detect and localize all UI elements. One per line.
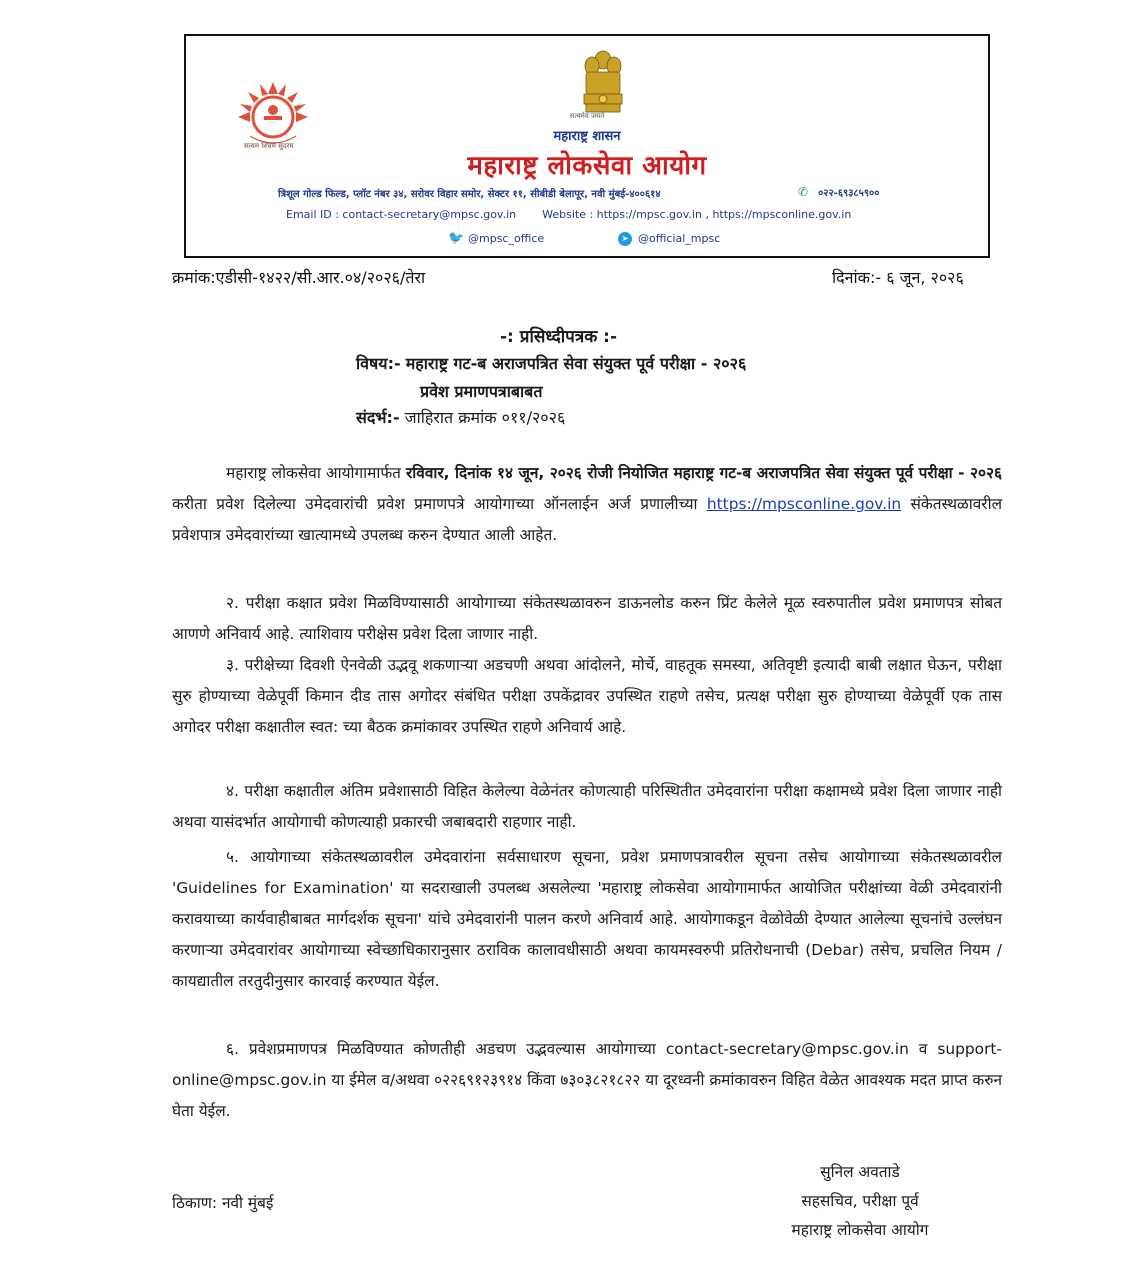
- subject-line: [356, 352, 746, 374]
- signature-block: [760, 1158, 960, 1245]
- paragraph-1: [172, 458, 1002, 551]
- subject-label: विषय:-: [356, 354, 401, 373]
- subject-text: महाराष्ट्र गट-ब अराजपत्रित सेवा संयुक्त पूर्व परीक्षा - २०२६: [405, 354, 747, 373]
- office-address: त्रिशूल गोल्ड फिल्ड, प्लॉट नंबर ३४, सरोवर विहार समोर, सेक्टर ११, सीबीडी बेलापूर, नवी मुंबई-४००६१४: [278, 189, 661, 200]
- signatory-org: महाराष्ट्र लोकसेवा आयोग: [791, 1221, 929, 1239]
- mpsconline-link[interactable]: https://mpsconline.gov.in: [706, 495, 902, 513]
- signatory-name: सुनिल अवताडे: [820, 1163, 900, 1181]
- twitter-label: @mpsc_office: [468, 232, 545, 245]
- seal-caption: सत्यम शिवम सुंदरम: [244, 142, 294, 150]
- telegram-handle[interactable]: [618, 232, 720, 246]
- phone-contact: [798, 185, 879, 199]
- paragraph-2: [172, 588, 1002, 650]
- letterhead: [184, 34, 990, 258]
- phone-icon: ✆: [798, 185, 809, 199]
- telegram-icon: ➤: [618, 232, 632, 246]
- paragraph-3: [172, 650, 1002, 743]
- reference-date: दिनांक:- ६ जून, २०२६: [832, 268, 964, 287]
- subject-line-2: प्रवेश प्रमाणपत्राबाबत: [420, 382, 543, 401]
- p1-intro: महाराष्ट्र लोकसेवा आयोगामार्फत: [226, 464, 401, 482]
- paragraph-5: [172, 842, 1002, 997]
- p1-exam-detail: रविवार, दिनांक १४ जून, २०२६ रोजी नियोजित महाराष्ट्र गट-ब अराजपत्रित सेवा संयुक्त पूर्व परीक्षा - २०२६: [405, 464, 1002, 482]
- p5-text: ५. आयोगाच्या संकेतस्थळावरील उमेदवारांना सर्वसाधारण सूचना, प्रवेश प्रमाणपत्रावरील सूचना तसेच आयोगाच्या संकेतस्थळावरील 'Guidelines for Examination' या सदराखाली उपलब्ध असलेल्या 'महाराष्ट्र लोकसेवा आयोगामार्फत आयोजित परीक्षांच्या वेळी उमेदवारांनी करावयाच्या कार्यवाहीबाबत मार्गदर्शक सूचना' यांचे उमेदवारांनी पालन करणे अनिवार्य आहे. आयोगाकडून वेळोवेळी देण्यात आलेल्या सूचनांचे उल्लंघन करणाऱ्या उमेदवारांवर आयोगाच्या स्वेच्छाधिकारानुसार ठराविक कालावधीसाठी अथवा कायमस्वरुपी प्रतिरोधनाची (Debar) तसेच, प्रचलित नियम / कायद्यातील तरतुदीनुसार कारवाई करण्यात येईल.: [172, 848, 1002, 990]
- p2-text: २. परीक्षा कक्षात प्रवेश मिळविण्यासाठी आयोगाच्या संकेतस्थळावरुन डाऊनलोड करुन प्रिंट केलेले मूळ स्वरुपातील प्रवेश प्रमाणपत्र सोबत आणणे अनिवार्य आहे. त्याशिवाय परीक्षेस प्रवेश दिला जाणार नाही.: [172, 594, 1002, 643]
- twitter-icon: 🐦: [448, 231, 465, 246]
- government-name: महाराष्ट्र शासन: [553, 129, 621, 144]
- press-release-title: -: प्रसिध्दीपत्रक :-: [500, 327, 618, 347]
- reference-label: संदर्भ:-: [356, 408, 400, 427]
- place-of-issue: ठिकाण: नवी मुंबई: [172, 1194, 274, 1212]
- p6-text: ६. प्रवेशप्रमाणपत्र मिळविण्यात कोणतीही अडचण उद्भवल्यास आयोगाच्या contact-secretary@mpsc.gov.in व support-online@mpsc.gov.in या ईमेल व/अथवा ०२२६९१२३९१४ किंवा ७३०३८२१८२२ या दूरध्वनी क्रमांकावरुन विहित वेळेत आवश्यक मदत प्राप्त करुन घेता येईल.: [172, 1040, 1002, 1120]
- reference-text: जाहिरात क्रमांक ०११/२०२६: [404, 408, 566, 427]
- p1-body: करीता प्रवेश दिलेल्या उमेदवारांची प्रवेश प्रमाणपत्रे आयोगाच्या ऑनलाईन अर्ज प्रणालीच्या: [172, 495, 698, 513]
- email-website-line: [286, 208, 851, 221]
- emblem-caption: सत्यमेव जयते: [569, 112, 605, 120]
- paragraph-6: [172, 1034, 1002, 1127]
- reference-number: क्रमांक:एडीसी-१४२२/सी.आर.०४/२०२६/तेरा: [172, 268, 426, 287]
- p4-text: ४. परीक्षा कक्षातील अंतिम प्रवेशासाठी विहित केलेल्या वेळेनंतर कोणत्याही परिस्थितीत उमेदवारांना परीक्षा कक्षामध्ये प्रवेश दिला जाणार नाही अथवा यासंदर्भात आयोगाची कोणत्याही प्रकारची जबाबदारी राहणार नाही.: [172, 782, 1002, 831]
- phone-number: ०२२-६९३८५९००: [818, 188, 880, 199]
- telegram-label: @official_mpsc: [638, 232, 721, 245]
- paragraph-4: [172, 776, 1002, 838]
- email-text[interactable]: Email ID : contact-secretary@mpsc.gov.in: [286, 208, 517, 221]
- p3-text: ३. परीक्षेच्या दिवशी ऐनवेळी उद्भवू शकणाऱ्या अडचणी अथवा आंदोलने, मोर्चे, वाहतूक समस्या, अतिवृष्टी इत्यादी बाबी लक्षात घेऊन, परीक्षा सुरु होण्याच्या वेळेपूर्वी किमान दीड तास अगोदर संबंधित परीक्षा उपकेंद्रावर उपस्थित राहणे तसेच, प्रत्यक्ष परीक्षा सुरु होण्याच्या वेळेपूर्वी एक तास अगोदर परीक्षा कक्षातील स्वत: च्या बैठक क्रमांकावर उपस्थित राहणे अनिवार्य आहे.: [172, 656, 1002, 736]
- p1-end: संकेतस्थळावरील प्रवेशपात्र उमेदवारांच्या खात्यामध्ये उपलब्ध करुन देण्यात आली आहेत.: [172, 495, 1002, 544]
- organisation-name: महाराष्ट्र लोकसेवा आयोग: [467, 151, 707, 181]
- twitter-handle[interactable]: [448, 232, 544, 246]
- reference-line: [356, 406, 565, 428]
- signatory-title: सहसचिव, परीक्षा पूर्व: [801, 1192, 919, 1210]
- website-text[interactable]: Website : https://mpsc.gov.in , https://mpsconline.gov.in: [542, 208, 852, 221]
